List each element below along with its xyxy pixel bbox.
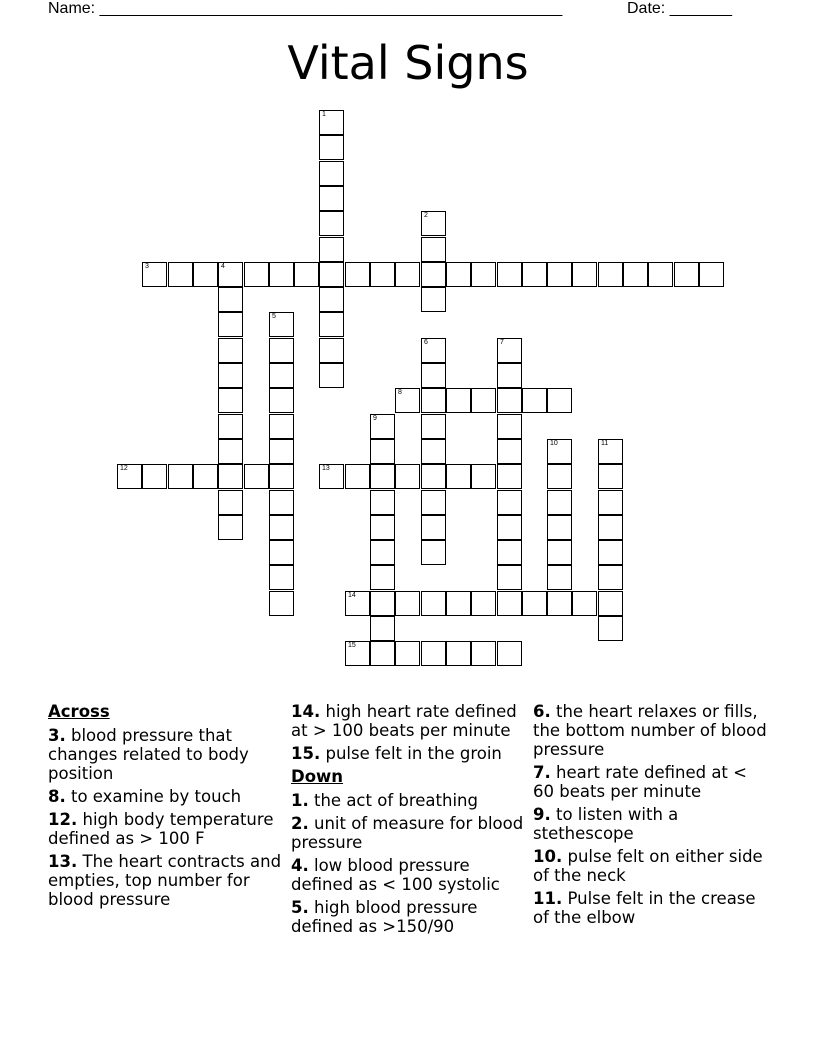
crossword-cell[interactable] [421,439,446,464]
crossword-cell[interactable] [244,464,269,489]
clue-number: 10 [550,440,558,447]
crossword-cell[interactable] [497,641,522,666]
crossword-cell[interactable] [218,414,243,439]
crossword-cell[interactable] [142,262,167,287]
crossword-cell[interactable] [674,262,699,287]
crossword-cell[interactable] [269,565,294,590]
crossword-cell[interactable] [598,616,623,641]
crossword-cell[interactable] [497,565,522,590]
crossword-cell[interactable] [623,262,648,287]
crossword-cell[interactable] [370,490,395,515]
crossword-cell[interactable] [421,338,446,363]
across-clue: 13. The heart contracts and empties, top number for blood pressure [48,852,282,909]
across-clue: 14. high heart rate defined at > 100 beats per minute [291,702,517,740]
across-heading: Across [48,702,110,721]
clue-number: 2 [424,212,428,219]
crossword-cell[interactable] [446,262,471,287]
crossword-cell[interactable] [471,388,496,413]
crossword-cell[interactable] [598,490,623,515]
crossword-cell[interactable] [370,641,395,666]
crossword-cell[interactable] [294,262,319,287]
crossword-cell[interactable] [269,591,294,616]
crossword-cell[interactable] [598,262,623,287]
crossword-cell[interactable] [446,464,471,489]
crossword-cell[interactable] [497,388,522,413]
down-clue: 7. heart rate defined at < 60 beats per minute [533,763,747,801]
crossword-cell[interactable] [471,464,496,489]
clue-number: 12 [120,465,128,472]
crossword-cell[interactable] [522,388,547,413]
clue-number: 11 [601,440,609,447]
crossword-cell[interactable] [497,591,522,616]
across-clue: 8. to examine by touch [48,787,242,806]
crossword-cell[interactable] [547,591,572,616]
down-clue: 5. high blood pressure defined as >150/90 [291,898,478,936]
crossword-cell[interactable] [168,262,193,287]
crossword-cell[interactable] [218,287,243,312]
crossword-cell[interactable] [370,464,395,489]
crossword-cell[interactable] [269,414,294,439]
clues-column-1 [48,702,284,913]
crossword-cell[interactable] [218,515,243,540]
clue-number: 15 [348,642,356,649]
crossword-cell[interactable] [497,338,522,363]
crossword-cell[interactable] [471,262,496,287]
crossword-cell[interactable] [446,641,471,666]
crossword-cell[interactable] [244,262,269,287]
crossword-cell[interactable] [598,464,623,489]
crossword-cell[interactable] [421,262,446,287]
crossword-cell[interactable] [572,591,597,616]
crossword-cell[interactable] [269,338,294,363]
crossword-cell[interactable] [218,388,243,413]
crossword-cell[interactable] [547,515,572,540]
crossword-cell[interactable] [421,591,446,616]
crossword-cell[interactable] [421,414,446,439]
crossword-cell[interactable] [421,490,446,515]
clue-number: 1 [322,111,326,118]
crossword-cell[interactable] [269,388,294,413]
crossword-cell[interactable] [218,490,243,515]
crossword-cell[interactable] [370,414,395,439]
date-field: Date: _______ [627,0,732,17]
clue-number: 5 [272,313,276,320]
crossword-cell[interactable] [497,363,522,388]
crossword-cell[interactable] [598,565,623,590]
crossword-cell[interactable] [471,641,496,666]
crossword-cell[interactable] [193,464,218,489]
crossword-cell[interactable] [370,565,395,590]
crossword-cell[interactable] [218,363,243,388]
crossword-cell[interactable] [319,211,344,236]
crossword-cell[interactable] [345,464,370,489]
crossword-cell[interactable] [421,515,446,540]
clue-number: 9 [373,415,377,422]
crossword-cell[interactable] [395,388,420,413]
crossword-cell[interactable] [547,490,572,515]
crossword-cell[interactable] [699,262,724,287]
down-clue: 1. the act of breathing [291,791,478,810]
crossword-cell[interactable] [598,439,623,464]
crossword-cell[interactable] [193,262,218,287]
crossword-cell[interactable] [319,161,344,186]
crossword-cell[interactable] [547,262,572,287]
crossword-cell[interactable] [218,439,243,464]
down-clue: 2. unit of measure for blood pressure [291,814,524,852]
crossword-cell[interactable] [218,312,243,337]
crossword-cell[interactable] [319,135,344,160]
clue-number: 7 [500,339,504,346]
crossword-cell[interactable] [547,464,572,489]
across-clue: 12. high body temperature defined as > 100 F [48,810,274,848]
crossword-cell[interactable] [345,591,370,616]
crossword-cell[interactable] [446,591,471,616]
crossword-cell[interactable] [598,515,623,540]
crossword-cell[interactable] [370,515,395,540]
crossword-cell[interactable] [269,515,294,540]
crossword-cell[interactable] [547,540,572,565]
crossword-cell[interactable] [269,540,294,565]
crossword-cell[interactable] [117,464,142,489]
crossword-cell[interactable] [269,490,294,515]
crossword-cell[interactable] [218,338,243,363]
crossword-cell[interactable] [319,464,344,489]
clues-column-3 [533,702,769,931]
name-field: Name: ____________________________________________________ [48,0,563,17]
crossword-cell[interactable] [421,641,446,666]
crossword-cell[interactable] [547,388,572,413]
crossword-cell[interactable] [319,262,344,287]
crossword-cell[interactable] [319,237,344,262]
crossword-cell[interactable] [370,591,395,616]
crossword-cell[interactable] [218,262,243,287]
crossword-cell[interactable] [497,464,522,489]
crossword-cell[interactable] [395,262,420,287]
crossword-cell[interactable] [345,641,370,666]
crossword-cell[interactable] [370,439,395,464]
crossword-cell[interactable] [572,262,597,287]
crossword-cell[interactable] [497,540,522,565]
down-clue: 10. pulse felt on either side of the neck [533,847,763,885]
crossword-cell[interactable] [269,439,294,464]
clue-number: 4 [221,263,225,270]
crossword-cell[interactable] [421,287,446,312]
crossword-cell[interactable] [598,540,623,565]
crossword-cell[interactable] [345,262,370,287]
crossword-cell[interactable] [497,439,522,464]
down-clue: 9. to listen with a stethescope [533,805,679,843]
crossword-cell[interactable] [522,262,547,287]
crossword-cell[interactable] [319,338,344,363]
crossword-cell[interactable] [218,464,243,489]
crossword-cell[interactable] [370,540,395,565]
crossword-cell[interactable] [497,490,522,515]
crossword-cell[interactable] [421,388,446,413]
crossword-cell[interactable] [395,464,420,489]
crossword-cell[interactable] [370,262,395,287]
down-clue: 11. Pulse felt in the crease of the elbow [533,889,756,927]
crossword-cell[interactable] [421,540,446,565]
crossword-cell[interactable] [421,464,446,489]
crossword-cell[interactable] [370,616,395,641]
across-clue: 3. blood pressure that changes related to body position [48,726,249,783]
crossword-cell[interactable] [269,262,294,287]
clue-number: 3 [145,263,149,270]
crossword-cell[interactable] [142,464,167,489]
crossword-cell[interactable] [497,515,522,540]
clue-number: 8 [398,389,402,396]
crossword-cell[interactable] [319,186,344,211]
clues-column-2 [291,702,527,940]
crossword-cell[interactable] [547,565,572,590]
crossword-cell[interactable] [446,388,471,413]
crossword-cell[interactable] [395,591,420,616]
crossword-cell[interactable] [269,363,294,388]
crossword-cell[interactable] [319,363,344,388]
crossword-cell[interactable] [471,591,496,616]
crossword-cell[interactable] [319,287,344,312]
crossword-cell[interactable] [497,414,522,439]
crossword-cell[interactable] [421,237,446,262]
puzzle-title: Vital Signs [287,36,529,90]
crossword-cell[interactable] [421,211,446,236]
crossword-cell[interactable] [269,312,294,337]
down-clue: 6. the heart relaxes or fills, the bottom number of blood pressure [533,702,767,759]
crossword-cell[interactable] [421,363,446,388]
crossword-cell[interactable] [522,591,547,616]
down-heading: Down [291,767,344,786]
crossword-cell[interactable] [497,262,522,287]
crossword-cell[interactable] [648,262,673,287]
crossword-cell[interactable] [598,591,623,616]
crossword-cell[interactable] [319,110,344,135]
down-clue: 4. low blood pressure defined as < 100 systolic [291,856,500,894]
crossword-cell[interactable] [547,439,572,464]
crossword-cell[interactable] [319,312,344,337]
clue-number: 14 [348,592,356,599]
crossword-cell[interactable] [168,464,193,489]
crossword-cell[interactable] [395,641,420,666]
across-clue: 15. pulse felt in the groin [291,744,502,763]
clue-number: 13 [322,465,330,472]
crossword-cell[interactable] [269,464,294,489]
clue-number: 6 [424,339,428,346]
